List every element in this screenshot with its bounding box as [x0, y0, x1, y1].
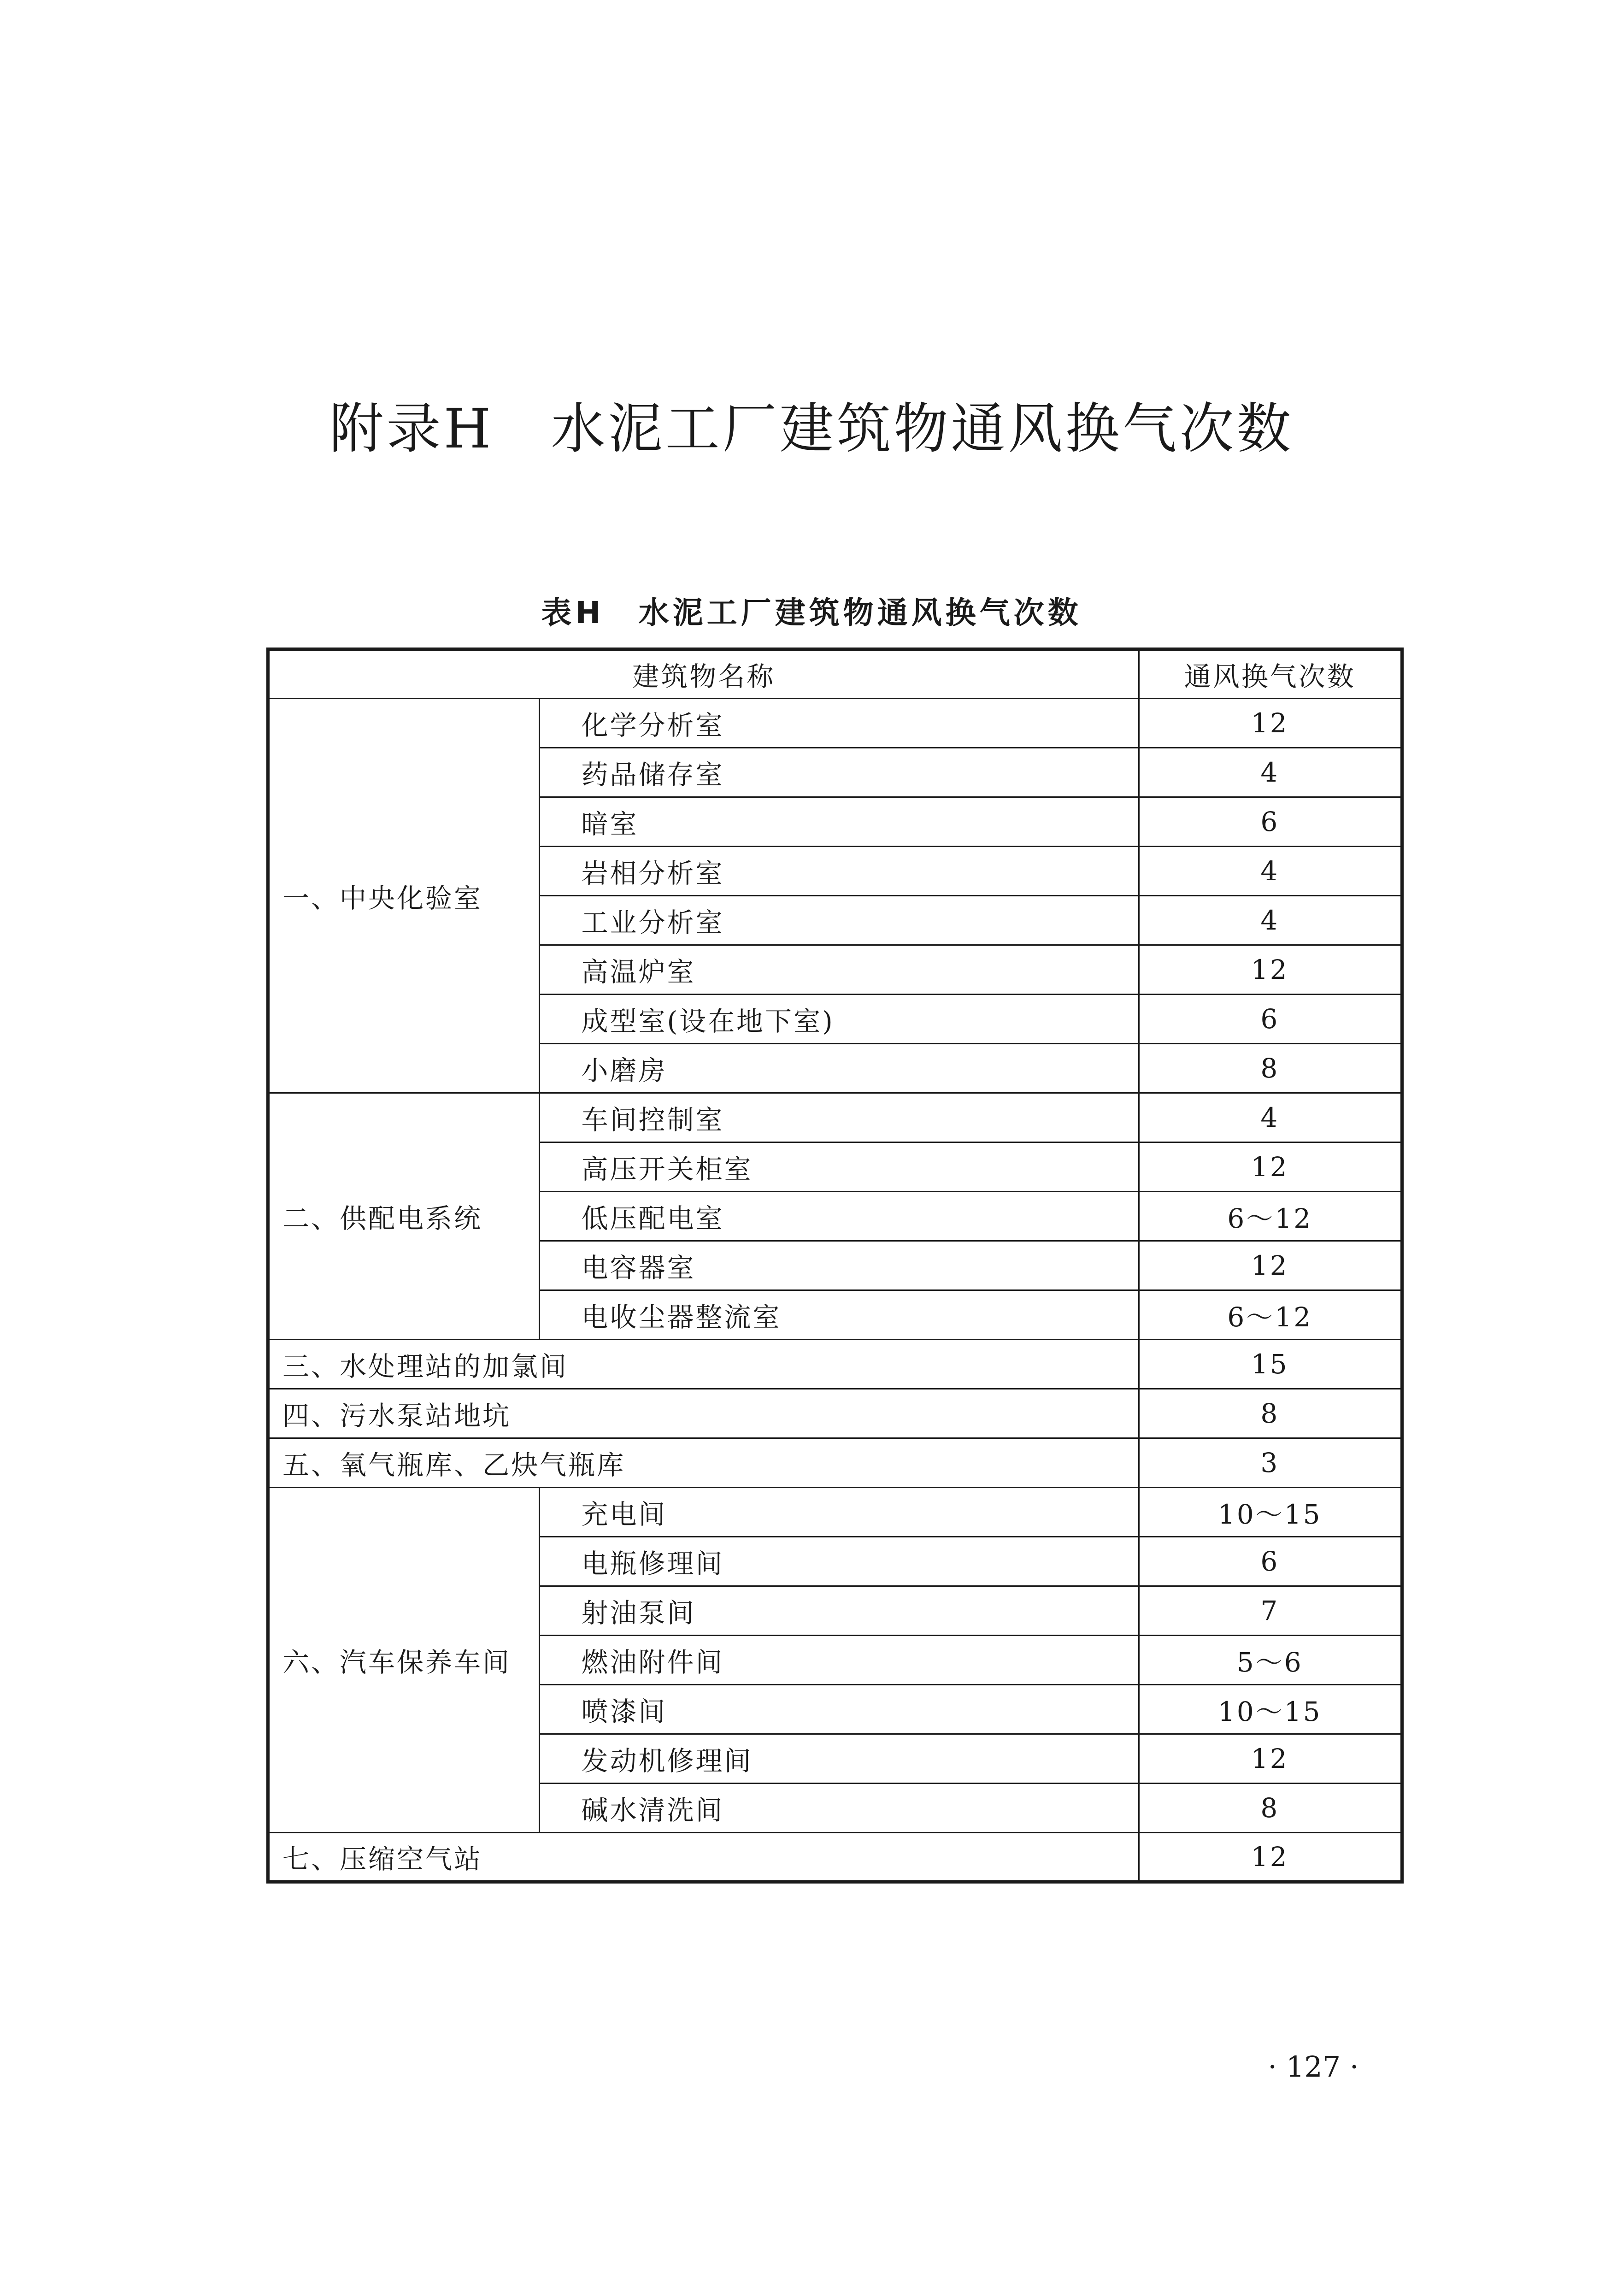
table-caption: 表H 水泥工厂建筑物通风换气次数	[541, 595, 1082, 630]
table-row	[268, 1438, 1402, 1488]
column-header-air-changes: 通风换气次数	[1139, 649, 1402, 699]
table-header-row	[268, 649, 1402, 699]
air-change-value: 8	[1139, 1044, 1402, 1093]
air-change-value: 12	[1139, 1142, 1402, 1192]
air-change-value: 4	[1139, 748, 1402, 797]
air-change-value: 12	[1139, 1833, 1402, 1882]
column-header-building-name: 建筑物名称	[268, 649, 1139, 699]
air-change-value: 6～12	[1139, 1192, 1402, 1241]
air-change-value: 3	[1139, 1438, 1402, 1488]
air-change-value: 6	[1139, 1537, 1402, 1586]
building-name-cell: 高温炉室	[539, 945, 1139, 995]
building-name-cell: 电收尘器整流室	[539, 1290, 1139, 1340]
table-row	[268, 1833, 1402, 1882]
group-label: 六、汽车保养车间	[268, 1488, 540, 1833]
building-name-cell: 车间控制室	[539, 1093, 1139, 1142]
building-name-cell: 药品储存室	[539, 748, 1139, 797]
air-change-value: 15	[1139, 1340, 1402, 1389]
air-change-value: 8	[1139, 1389, 1402, 1438]
air-change-value: 5～6	[1139, 1636, 1402, 1685]
table-row	[268, 1488, 1402, 1537]
air-change-value: 12	[1139, 1734, 1402, 1784]
building-name-cell: 暗室	[539, 797, 1139, 847]
group-label: 四、污水泵站地坑	[268, 1389, 1139, 1438]
air-change-value: 4	[1139, 1093, 1402, 1142]
air-change-value: 8	[1139, 1784, 1402, 1833]
building-name-cell: 射油泵间	[539, 1586, 1139, 1636]
group-label: 五、氧气瓶库、乙炔气瓶库	[268, 1438, 1139, 1488]
air-change-value: 10～15	[1139, 1685, 1402, 1734]
table-row	[268, 1389, 1402, 1438]
building-name-cell: 高压开关柜室	[539, 1142, 1139, 1192]
air-change-value: 12	[1139, 1241, 1402, 1290]
building-name-cell: 岩相分析室	[539, 847, 1139, 896]
building-name-cell: 电容器室	[539, 1241, 1139, 1290]
building-name-cell: 小磨房	[539, 1044, 1139, 1093]
table-row	[268, 699, 1402, 748]
air-change-value: 12	[1139, 699, 1402, 748]
building-name-cell: 成型室(设在地下室)	[539, 995, 1139, 1044]
group-label: 七、压缩空气站	[268, 1833, 1139, 1882]
building-name-cell: 电瓶修理间	[539, 1537, 1139, 1586]
building-name-cell: 低压配电室	[539, 1192, 1139, 1241]
ventilation-table	[266, 648, 1404, 1884]
air-change-value: 4	[1139, 896, 1402, 945]
air-change-value: 6	[1139, 797, 1402, 847]
table-row	[268, 1340, 1402, 1389]
group-label: 一、中央化验室	[268, 699, 540, 1093]
page-number: · 127 ·	[1268, 2050, 1359, 2084]
building-name-cell: 碱水清洗间	[539, 1784, 1139, 1833]
building-name-cell: 充电间	[539, 1488, 1139, 1537]
air-change-value: 4	[1139, 847, 1402, 896]
air-change-value: 10～15	[1139, 1488, 1402, 1537]
air-change-value: 7	[1139, 1586, 1402, 1636]
building-name-cell: 喷漆间	[539, 1685, 1139, 1734]
page-title: 附录H 水泥工厂建筑物通风换气次数	[329, 397, 1294, 460]
building-name-cell: 发动机修理间	[539, 1734, 1139, 1784]
air-change-value: 6	[1139, 995, 1402, 1044]
air-change-value: 6～12	[1139, 1290, 1402, 1340]
building-name-cell: 工业分析室	[539, 896, 1139, 945]
group-label: 二、供配电系统	[268, 1093, 540, 1340]
table-row	[268, 1093, 1402, 1142]
group-label: 三、水处理站的加氯间	[268, 1340, 1139, 1389]
air-change-value: 12	[1139, 945, 1402, 995]
building-name-cell: 化学分析室	[539, 699, 1139, 748]
building-name-cell: 燃油附件间	[539, 1636, 1139, 1685]
